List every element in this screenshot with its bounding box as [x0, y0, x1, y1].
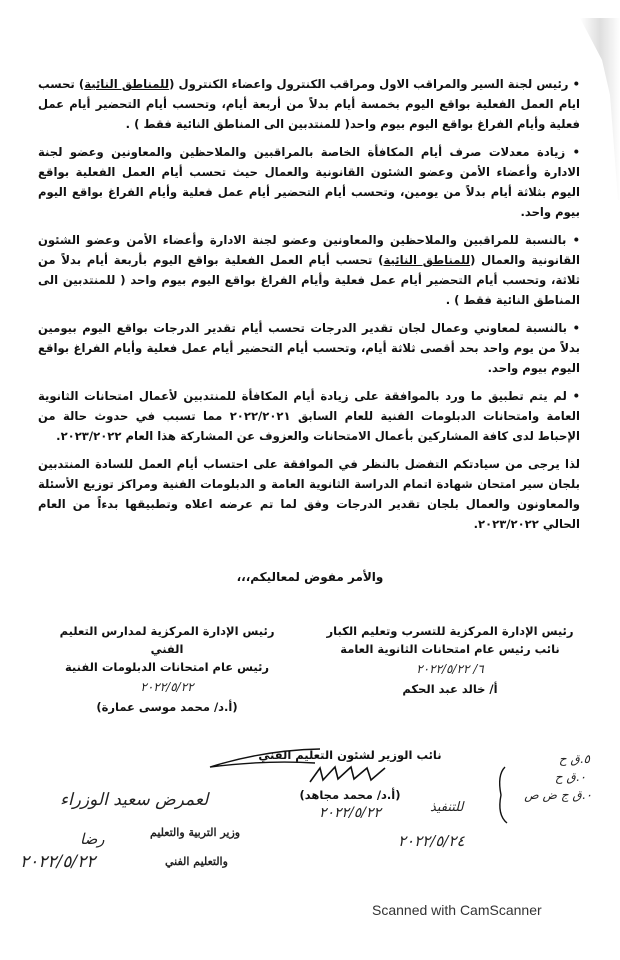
- signatory-title: رئيس الإدارة المركزية للتسرب وتعليم الكبار: [326, 624, 574, 638]
- request-text: لذا يرجى من سيادتكم التفضل بالنظر في الموافقة على احتساب أيام العمل للسادة المنتدبين بلجان سير امتحان شهادة اتمام الدراسة الثانوية العامة و الدبلومات الفنية ومراكز توزيع الأسئلة والمعاونون والعمال بلجان تقدير الدرجات وفق لما تم عرضه اعلاه وتطبيقها بدءاً من العام الحالي ٢٠٢٣/٢٠٢٢.: [38, 457, 580, 531]
- paragraph-4: [38, 318, 580, 378]
- handwritten-routing-line: ٠.ق ح: [554, 770, 586, 784]
- signatory-name: أ/ خالد عبد الحكم: [402, 682, 498, 696]
- signature-block-left: [42, 622, 292, 716]
- paragraph-text: رئيس لجنة السير والمراقب الاول ومراقب الكنترول واعضاء الكنترول (: [169, 77, 569, 91]
- document-body: [38, 74, 580, 542]
- paragraph-text: ) تحسب ايام العمل الفعلية بواقع اليوم بخمسة أيام بدلاً من أربعة أيام، وتحسب أيام التحضير أيام عمل فعلية وأيام الفراغ بواقع اليوم بيوم واحد( للمنتدبين الى المناطق النائية فقط ) .: [38, 77, 580, 131]
- signatory-name: (أ.د/ محمد موسى عمارة): [96, 700, 238, 714]
- paragraph-text: ) تحسب أيام العمل الفعلية بواقع اليوم بأربعة أيام بدلاً من ثلاثة، وتحسب أيام التحضير أيام عمل فعلية وأيام الفراغ بواقع اليوم بيوم واحد ( للمنتدبين الى المناطق النائية فقط ) .: [38, 253, 580, 307]
- handwritten-brace: [495, 765, 509, 825]
- handwritten-minister-note: لعمرض سعيد الوزراء: [60, 790, 209, 810]
- handwritten-date: ٢٠٢٢/٥/٢٢: [140, 680, 194, 694]
- handwritten-routing-date: ٢٠٢٢/٥/٢٤: [398, 832, 465, 850]
- handwritten-routing-note: للتنفيذ: [430, 800, 464, 815]
- camscanner-watermark: Scanned with CamScanner: [372, 902, 542, 918]
- signatory-name: (أ.د/ محمد مجاهد): [299, 788, 401, 802]
- minister-title-stamp: وزير التربية والتعليم: [150, 826, 241, 839]
- signatory-title: نائب الوزير لشئون التعليم الفني: [258, 748, 442, 762]
- paragraph-5: [38, 386, 580, 446]
- underlined-text: للمناطق النائية: [84, 77, 170, 91]
- paragraph-1: [38, 74, 580, 134]
- paragraph-3: [38, 230, 580, 310]
- paragraph-text: زيادة معدلات صرف أيام المكافأة الخاصة بالمراقبين والملاحظين والمعاونين وعضو لجنة الادارة وأعضاء الأمن وعضو الشئون القانونية والعمال حيث تحسب أيام العمل الفعلية بواقع اليوم بثلاثة أيام بدلاً من يومين، وتحسب أيام التحضير أيام عمل فعلية وأيام الفراغ بواقع اليوم بيوم واحد.: [38, 145, 580, 219]
- handwritten-date: ٦/ ٢٠٢٢/٥/٢٢: [416, 662, 484, 676]
- signature-underline-stroke: [205, 745, 325, 775]
- handwritten-routing-line: ٠.ق ج ض ص: [524, 788, 592, 802]
- signatory-title: نائب رئيس عام امتحانات الثانوية العامة: [340, 642, 560, 656]
- signatory-title: رئيس عام امتحانات الدبلومات الفنية: [64, 660, 270, 674]
- handwritten-date: ٢٠٢٢/٥/٢٢: [318, 805, 382, 821]
- underlined-text: للمناطق النائية: [383, 253, 471, 267]
- paragraph-2: [38, 142, 580, 222]
- signature-block-right: [320, 622, 580, 698]
- handwritten-routing-line: ٥.ق ح: [558, 752, 590, 766]
- paragraph-text: بالنسبة للمراقبين والملاحظين والمعاونين وعضو لجنة الادارة وأعضاء الأمن وعضو الشئون القانونية والعمال (: [38, 233, 580, 267]
- handwritten-minister-date: ٢٠٢٢/٥/٢٢: [20, 852, 96, 872]
- request-paragraph: [38, 454, 580, 534]
- signatory-title: رئيس الإدارة المركزية لمدارس التعليم الفني: [59, 624, 275, 656]
- closing-line: والأمر مفوض لمعاليكم،،،: [236, 570, 384, 584]
- handwritten-minister-signature: رضا: [80, 830, 105, 848]
- paragraph-text: بالنسبة لمعاوني وعمال لجان تقدير الدرجات تحسب أيام تقدير الدرجات بواقع اليوم بيومين بدلاً من يوم واحد بحد أقصى ثلاثة أيام، وتحسب أيام التحضير أيام عمل فعلية وأيام الفراغ بواقع اليوم بيوم واحد.: [38, 321, 580, 375]
- minister-title-stamp: والتعليم الفني: [165, 855, 228, 868]
- paragraph-text: لم يتم تطبيق ما ورد بالموافقة على زيادة أيام المكافأة للمنتدبين لأعمال امتحانات الثانوية العامة وامتحانات الدبلومات الفنية للعام السابق ٢٠٢٢/٢٠٢١ مما تسبب في حدوث حالة من الإحباط لدى كافة المشاركين بأعمال الامتحانات والعزوف عن المشاركة هذا العام ٢٠٢٣/٢٠٢٢.: [38, 389, 580, 443]
